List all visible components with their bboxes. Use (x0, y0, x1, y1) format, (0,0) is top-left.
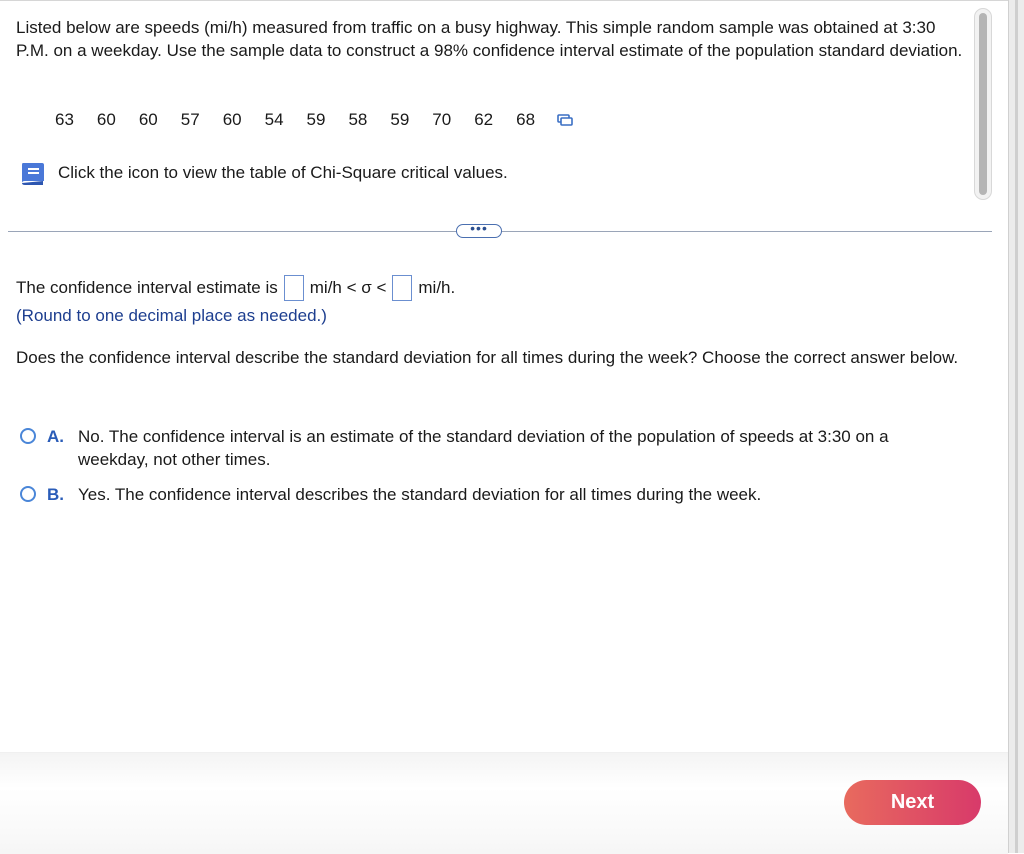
data-value: 68 (516, 110, 536, 129)
next-button[interactable]: Next (844, 780, 981, 825)
question-text: Listed below are speeds (mi/h) measured from traffic on a busy highway. This simple random sample was obtained at 3:30 P.M. on a weekday. Use the sample data to construct a 98% confidence interval estimate of the population standard deviation. (16, 18, 963, 60)
data-value: 57 (180, 110, 200, 129)
answer-middle: mi/h < σ < (309, 278, 387, 297)
choice-text: No. The confidence interval is an estimate of the standard deviation of the population of speeds at 3:30 on a weekday, not other times. (78, 427, 889, 469)
data-value: 54 (264, 110, 284, 129)
upper-bound-input[interactable] (392, 275, 412, 301)
copy-icon[interactable] (556, 111, 574, 129)
radio-button[interactable] (20, 486, 36, 502)
answer-suffix: mi/h. (418, 278, 456, 297)
rounding-note: (Round to one decimal place as needed.) (16, 306, 327, 325)
data-value: 70 (432, 110, 452, 129)
expand-button[interactable] (456, 220, 502, 238)
data-value: 62 (474, 110, 494, 129)
page-scrollbar[interactable] (1008, 0, 1024, 853)
choice-letter: A. (47, 427, 64, 446)
answer-prefix: The confidence interval estimate is (16, 278, 278, 297)
answer-line (16, 275, 455, 301)
book-icon[interactable] (18, 160, 48, 186)
choice-text: Yes. The confidence interval describes the standard deviation for all times during the week. (78, 485, 762, 504)
data-value: 63 (55, 110, 74, 129)
ellipsis-icon: ••• (470, 220, 488, 236)
choice-letter: B. (47, 485, 64, 504)
table-link-text: Click the icon to view the table of Chi-Square critical values. (58, 163, 508, 182)
question-scrollbar[interactable] (974, 8, 992, 200)
lower-bound-input[interactable] (284, 275, 304, 301)
data-value: 60 (222, 110, 242, 129)
data-value: 59 (306, 110, 326, 129)
choice-b[interactable] (20, 483, 963, 506)
page-scrollbar-track (1015, 0, 1018, 853)
question2-text: Does the confidence interval describe the standard deviation for all times during the week? Choose the correct answer below. (16, 348, 959, 367)
scrollbar-thumb[interactable] (979, 13, 987, 195)
data-value: 59 (390, 110, 410, 129)
data-value: 60 (138, 110, 158, 129)
question-pane (0, 0, 1008, 210)
data-values-row (55, 110, 574, 130)
data-value: 60 (96, 110, 116, 129)
choice-a[interactable] (20, 425, 963, 471)
data-value: 58 (348, 110, 368, 129)
chi-square-table-link (18, 160, 508, 186)
footer-bar (0, 752, 1008, 854)
radio-button[interactable] (20, 428, 36, 444)
